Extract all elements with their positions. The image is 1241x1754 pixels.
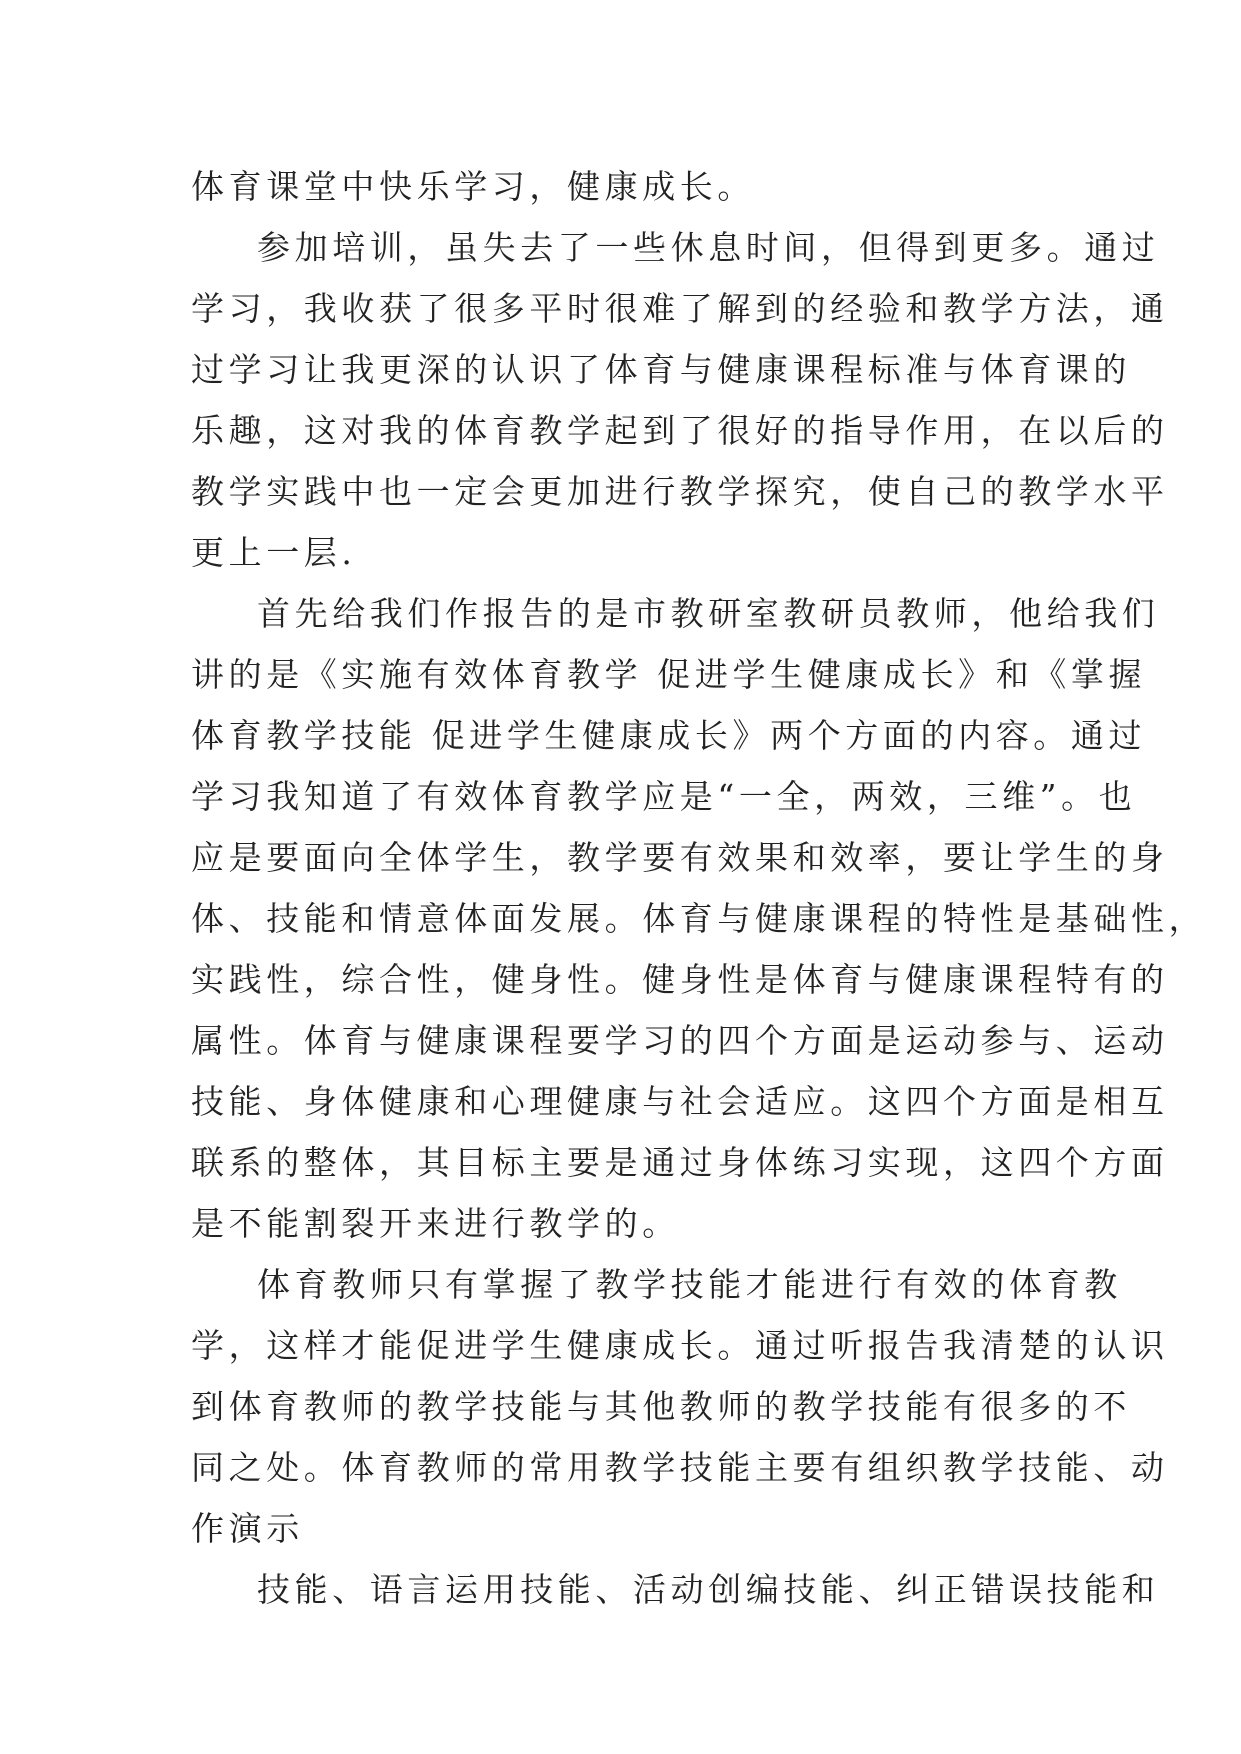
text-line: 联系的整体，其目标主要是通过身体练习实现，这四个方面 — [191, 1143, 1169, 1182]
text-line: 属性。体育与健康课程要学习的四个方面是运动参与、运动 — [191, 1021, 1169, 1060]
text-line: 学习，我收获了很多平时很难了解到的经验和教学方法，通 — [191, 289, 1169, 328]
text-line: 是不能割裂开来进行教学的。 — [191, 1204, 680, 1243]
text-line: 应是要面向全体学生，教学要有效果和效率，要让学生的身 — [191, 838, 1169, 877]
text-line: 体育课堂中快乐学习，健康成长。 — [191, 167, 755, 206]
text-line: 实践性，综合性，健身性。健身性是体育与健康课程特有的 — [191, 960, 1169, 999]
text-line: 体育教学技能 促进学生健康成长》两个方面的内容。通过 — [191, 716, 1147, 755]
text-line: 同之处。体育教师的常用教学技能主要有组织教学技能、动 — [191, 1448, 1169, 1487]
text-line: 乐趣，这对我的体育教学起到了很好的指导作用，在以后的 — [191, 411, 1169, 450]
text-line: 体育教师只有掌握了教学技能才能进行有效的体育教 — [257, 1265, 1122, 1304]
text-line: 学，这样才能促进学生健康成长。通过听报告我清楚的认识 — [191, 1326, 1169, 1365]
text-line: 体、技能和情意体面发展。体育与健康课程的特性是基础性， — [191, 899, 1207, 938]
text-line: 讲的是《实施有效体育教学 促进学生健康成长》和《掌握 — [191, 655, 1147, 694]
text-line: 技能、语言运用技能、活动创编技能、纠正错误技能和 — [257, 1570, 1160, 1609]
text-line: 更上一层. — [191, 533, 357, 572]
body-text — [191, 156, 1207, 1620]
text-line: 技能、身体健康和心理健康与社会适应。这四个方面是相互 — [191, 1082, 1169, 1121]
text-line: 教学实践中也一定会更加进行教学探究，使自己的教学水平 — [191, 472, 1169, 511]
text-line: 学习我知道了有效体育教学应是“一全，两效，三维”。也 — [191, 777, 1137, 816]
text-line: 过学习让我更深的认识了体育与健康课程标准与体育课的 — [191, 350, 1131, 389]
text-line: 首先给我们作报告的是市教研室教研员教师，他给我们 — [257, 594, 1160, 633]
text-line: 到体育教师的教学技能与其他教师的教学技能有很多的不 — [191, 1387, 1131, 1426]
text-line: 作演示 — [191, 1509, 304, 1548]
text-line: 参加培训，虽失去了一些休息时间，但得到更多。通过 — [257, 228, 1160, 267]
